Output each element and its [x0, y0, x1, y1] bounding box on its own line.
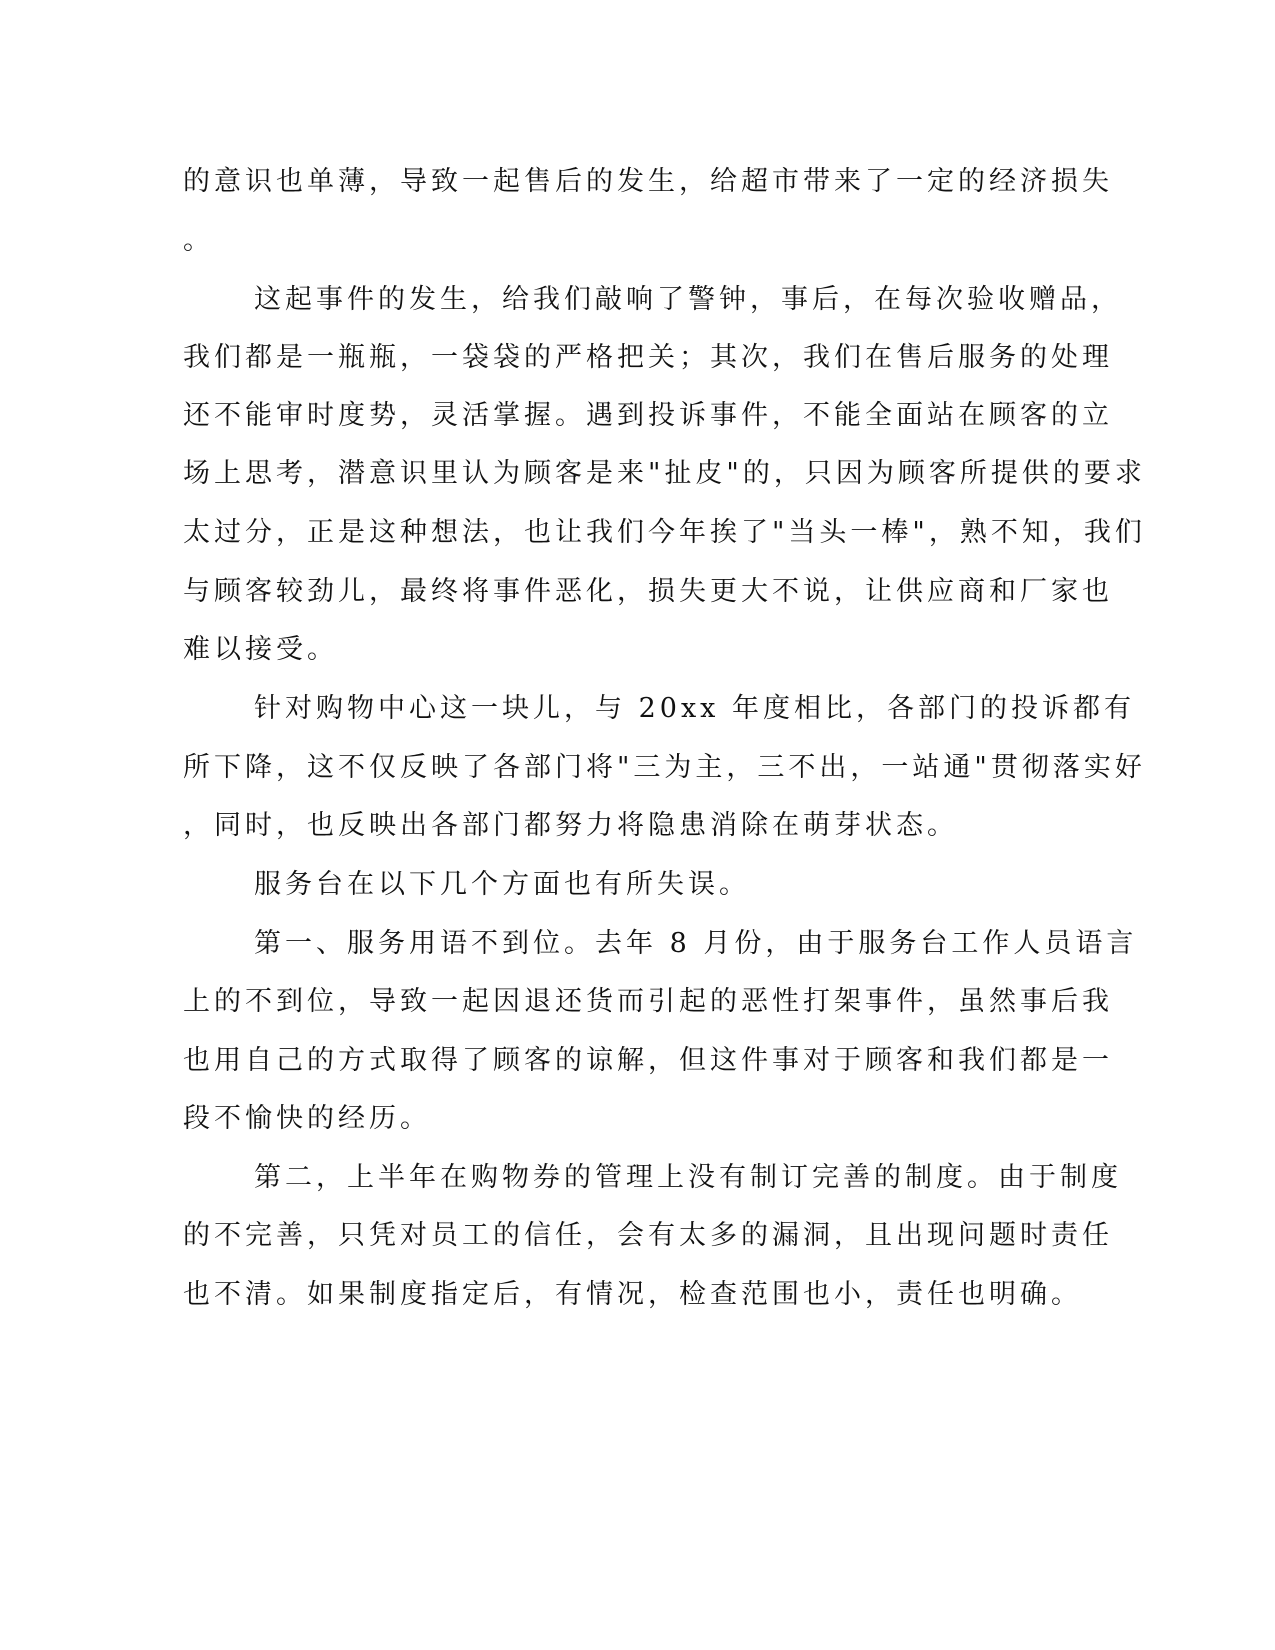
text-line: 第二，上半年在购物券的管理上没有制订完善的制度。由于制度: [254, 1162, 1122, 1193]
text-line: 的意识也单薄，导致一起售后的发生，给超市带来了一定的经济损失: [183, 166, 1113, 197]
text-line: 服务台在以下几个方面也有所失误。: [254, 869, 750, 900]
text-line: 与顾客较劲儿，最终将事件恶化，损失更大不说，让供应商和厂家也: [183, 576, 1113, 607]
text-line: 上的不到位，导致一起因退还货而引起的恶性打架事件，虽然事后我: [183, 986, 1113, 1017]
text-line: 太过分，正是这种想法，也让我们今年挨了"当头一棒"，熟不知，我们: [183, 517, 1146, 548]
text-line: 难以接受。: [183, 634, 338, 665]
text-line: 的不完善，只凭对员工的信任，会有太多的漏洞，且出现问题时责任: [183, 1220, 1113, 1251]
text-line: 第一、服务用语不到位。去年 8 月份，由于服务台工作人员语言: [254, 928, 1138, 959]
text-line: 场上思考，潜意识里认为顾客是来"扯皮"的，只因为顾客所提供的要求: [183, 458, 1146, 489]
text-line: 也不清。如果制度指定后，有情况，检查范围也小，责任也明确。: [183, 1279, 1082, 1310]
text-line: 我们都是一瓶瓶，一袋袋的严格把关；其次，我们在售后服务的处理: [183, 342, 1113, 373]
text-line: 也用自己的方式取得了顾客的谅解，但这件事对于顾客和我们都是一: [183, 1045, 1113, 1076]
text-line: 针对购物中心这一块儿，与 20xx 年度相比，各部门的投诉都有: [254, 693, 1135, 724]
text-line: ，同时，也反映出各部门都努力将隐患消除在萌芽状态。: [183, 810, 958, 841]
text-line: 段不愉快的经历。: [183, 1103, 431, 1134]
text-line: 。: [183, 225, 214, 256]
text-line: 这起事件的发生，给我们敲响了警钟，事后，在每次验收赠品，: [254, 284, 1122, 315]
text-line: 所下降，这不仅反映了各部门将"三为主，三不出，一站通"贯彻落实好: [183, 752, 1146, 783]
text-line: 还不能审时度势，灵活掌握。遇到投诉事件，不能全面站在顾客的立: [183, 400, 1113, 431]
